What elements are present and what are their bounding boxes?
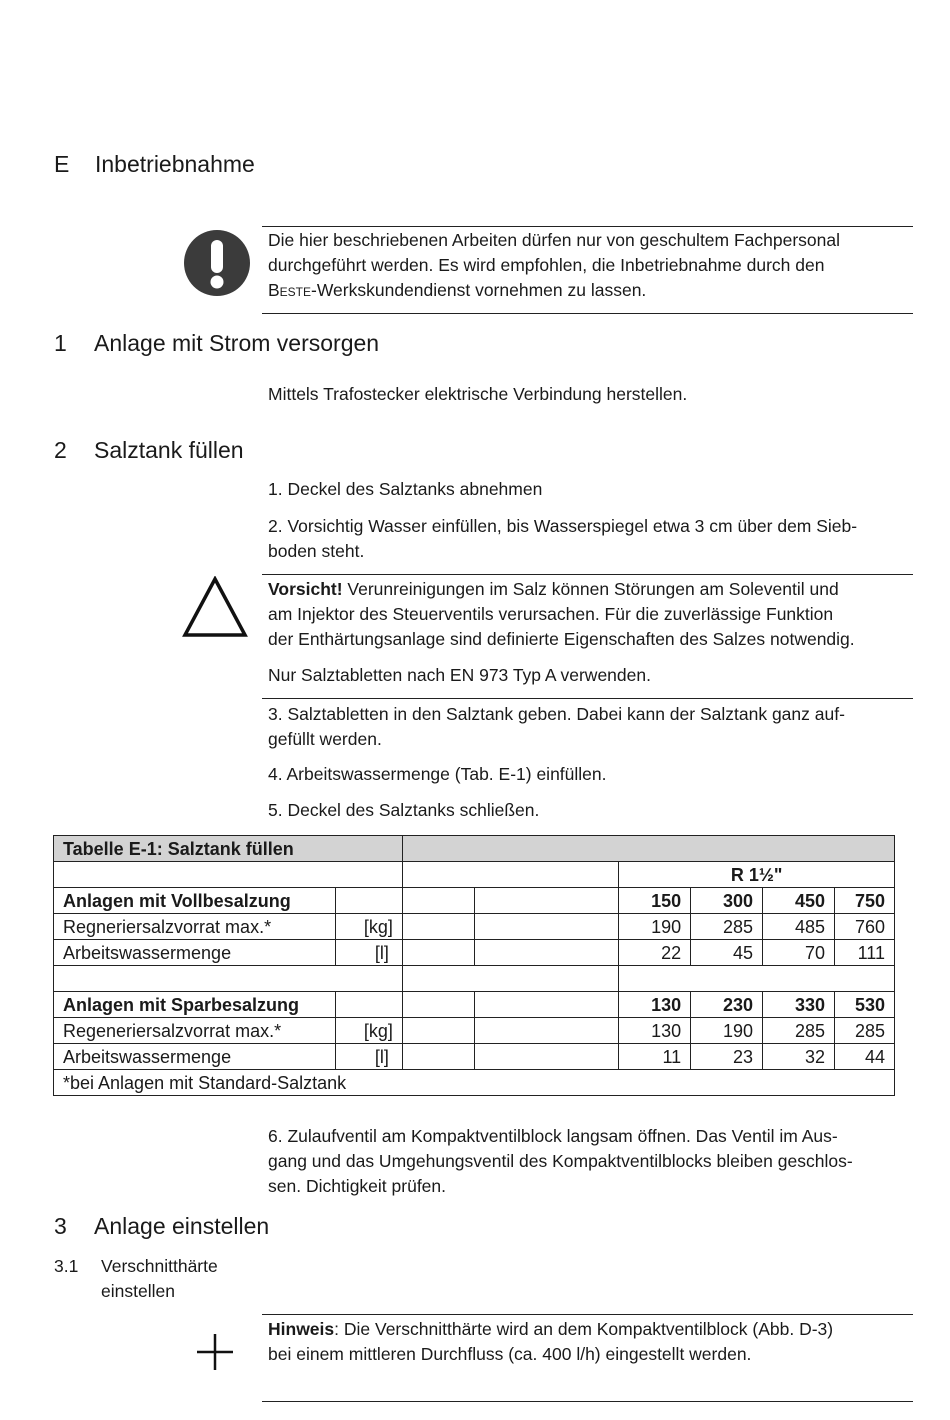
- note-line: [268, 1317, 833, 1342]
- plus-icon: [196, 1333, 234, 1371]
- row-label: Regeneriersalzvorrat max.*: [54, 1018, 336, 1044]
- chapter-letter: E: [54, 151, 70, 177]
- caution-bottom-rule: [262, 698, 913, 699]
- step-6: [268, 1124, 853, 1199]
- model-cell: 530: [835, 992, 895, 1018]
- warning-line: [268, 278, 840, 303]
- empty-cell: [474, 940, 619, 966]
- step-line: boden steht.: [268, 541, 365, 561]
- table-row: [54, 1018, 895, 1044]
- empty-cell: [619, 966, 895, 992]
- warning-line: Die hier beschriebenen Arbeiten dürfen nur von geschultem Fachpersonal: [268, 230, 841, 250]
- table-caption-row: [54, 836, 895, 862]
- value-cell: 23: [691, 1044, 763, 1070]
- section-heading: [54, 436, 244, 464]
- empty-cell: [474, 914, 619, 940]
- group-title: Anlagen mit Sparbesalzung: [54, 992, 336, 1018]
- value-cell: 285: [763, 1018, 835, 1044]
- step-line: sen. Dichtigkeit prüfen.: [268, 1176, 447, 1196]
- value-cell: 45: [691, 940, 763, 966]
- caution-line: der Enthärtungsanlage sind definierte Eigenschaften des Salzes notwendig.: [268, 629, 855, 649]
- unit-cell: [kg]: [335, 914, 402, 940]
- value-cell: 130: [619, 1018, 691, 1044]
- step-line: 3. Salztabletten in den Salztank geben. Dabei kann der Salztank ganz auf-: [268, 704, 845, 724]
- empty-cell: [474, 1044, 619, 1070]
- value-cell: 190: [619, 914, 691, 940]
- value-cell: 22: [619, 940, 691, 966]
- step-3: [268, 702, 845, 752]
- table-row: [54, 1044, 895, 1070]
- section-heading: [54, 1212, 269, 1240]
- exclamation-icon: [183, 229, 251, 297]
- section-1-text: Mittels Trafostecker elektrische Verbindung herstellen.: [268, 384, 688, 404]
- subsection-title-cont: einstellen: [101, 1281, 175, 1301]
- step-line: gang und das Umgehungsventil des Kompaktventilblocks bleiben geschlos-: [268, 1151, 853, 1171]
- step-4: 4. Arbeitswassermenge (Tab. E-1) einfüllen.: [268, 764, 607, 784]
- caution-text: [268, 577, 855, 688]
- step-1: 1. Deckel des Salztanks abnehmen: [268, 479, 543, 499]
- section-heading: [54, 329, 379, 357]
- value-cell: 285: [691, 914, 763, 940]
- table-row: [54, 992, 895, 1018]
- empty-cell: [402, 966, 618, 992]
- chapter-heading: [54, 150, 255, 178]
- step-2: [268, 514, 857, 564]
- table-footnote: *bei Anlagen mit Standard-Salztank: [54, 1070, 895, 1096]
- empty-cell: [335, 888, 402, 914]
- row-label: Arbeitswassermenge: [54, 940, 336, 966]
- warning-bottom-rule: [262, 313, 913, 314]
- table-row: [54, 940, 895, 966]
- group-title: Anlagen mit Vollbesalzung: [54, 888, 336, 914]
- model-cell: 750: [835, 888, 895, 914]
- caution-label: Vorsicht!: [268, 579, 343, 599]
- caution-line: [268, 577, 855, 602]
- value-cell: 32: [763, 1044, 835, 1070]
- step-line: gefüllt werden.: [268, 729, 382, 749]
- value-cell: 760: [835, 914, 895, 940]
- section-number: 1: [54, 330, 67, 356]
- table-row: [54, 914, 895, 940]
- empty-cell: [402, 914, 474, 940]
- step-line: 6. Zulaufventil am Kompaktventilblock langsam öffnen. Das Ventil im Aus-: [268, 1126, 838, 1146]
- subsection-heading: [54, 1254, 218, 1304]
- unit-cell: [kg]: [335, 1018, 402, 1044]
- table-caption-fill: [402, 836, 894, 862]
- model-cell: 130: [619, 992, 691, 1018]
- warning-triangle-icon: [182, 576, 248, 638]
- empty-cell: [474, 992, 619, 1018]
- row-label: Regneriersalzvorrat max.*: [54, 914, 336, 940]
- note-text: [268, 1317, 833, 1367]
- salt-tank-table: [53, 835, 895, 1096]
- caution-line: am Injektor des Steuerventils verursachen. Für die zuverlässige Funktion: [268, 604, 834, 624]
- empty-cell: [402, 1044, 474, 1070]
- step-line: 2. Vorsichtig Wasser einfüllen, bis Wasserspiegel etwa 3 cm über dem Sieb-: [268, 516, 858, 536]
- model-cell: 150: [619, 888, 691, 914]
- section-title: Salztank füllen: [94, 437, 244, 463]
- step-5: 5. Deckel des Salztanks schließen.: [268, 800, 540, 820]
- value-cell: 111: [835, 940, 895, 966]
- caution-line-rest: Verunreinigungen im Salz können Störungen am Soleventil und: [342, 579, 839, 599]
- subsection-title: Verschnitthärte: [101, 1256, 218, 1276]
- warning-line-rest: -Werkskundendienst vornehmen zu lassen.: [311, 280, 647, 300]
- note-line: bei einem mittleren Durchfluss (ca. 400 l/h) eingestellt werden.: [268, 1344, 752, 1364]
- empty-cell: [402, 940, 474, 966]
- value-cell: 11: [619, 1044, 691, 1070]
- model-cell: 230: [691, 992, 763, 1018]
- warning-line: durchgeführt werden. Es wird empfohlen, die Inbetriebnahme durch den: [268, 255, 825, 275]
- brand-name: Beste: [268, 280, 312, 300]
- empty-cell: [402, 1018, 474, 1044]
- note-top-rule: [262, 1314, 913, 1315]
- table-size-row: [54, 862, 895, 888]
- caution-top-rule: [262, 574, 913, 575]
- value-cell: 44: [835, 1044, 895, 1070]
- table-footnote-row: [54, 1070, 895, 1096]
- note-label: Hinweis: [268, 1319, 335, 1339]
- model-cell: 330: [763, 992, 835, 1018]
- empty-cell: [54, 966, 403, 992]
- section-title: Anlage einstellen: [94, 1213, 270, 1239]
- empty-cell: [402, 888, 474, 914]
- row-label: Arbeitswassermenge: [54, 1044, 336, 1070]
- warning-top-rule: [262, 226, 913, 227]
- empty-cell: [474, 888, 619, 914]
- value-cell: 485: [763, 914, 835, 940]
- section-number: 3: [54, 1213, 67, 1239]
- unit-cell: [l]: [335, 1044, 402, 1070]
- value-cell: 190: [691, 1018, 763, 1044]
- unit-cell: [l]: [335, 940, 402, 966]
- section-title: Anlage mit Strom versorgen: [94, 330, 380, 356]
- table-spacer-row: [54, 966, 895, 992]
- empty-cell: [335, 992, 402, 1018]
- value-cell: 70: [763, 940, 835, 966]
- caution-line: Nur Salztabletten nach EN 973 Typ A verwenden.: [268, 665, 651, 685]
- empty-cell: [402, 992, 474, 1018]
- empty-cell: [402, 862, 618, 888]
- warning-text: [268, 228, 840, 303]
- model-cell: 450: [763, 888, 835, 914]
- empty-cell: [474, 1018, 619, 1044]
- chapter-title: Inbetriebnahme: [95, 151, 255, 177]
- table-caption: Tabelle E-1: Salztank füllen: [54, 836, 403, 862]
- subsection-number: 3.1: [54, 1256, 79, 1276]
- empty-cell: [54, 862, 403, 888]
- size-header: R 1½": [619, 862, 895, 888]
- note-line-rest: : Die Verschnitthärte wird an dem Kompaktventilblock (Abb. D-3): [334, 1319, 834, 1339]
- value-cell: 285: [835, 1018, 895, 1044]
- note-bottom-rule: [262, 1401, 913, 1402]
- section-number: 2: [54, 437, 67, 463]
- model-cell: 300: [691, 888, 763, 914]
- table-row: [54, 888, 895, 914]
